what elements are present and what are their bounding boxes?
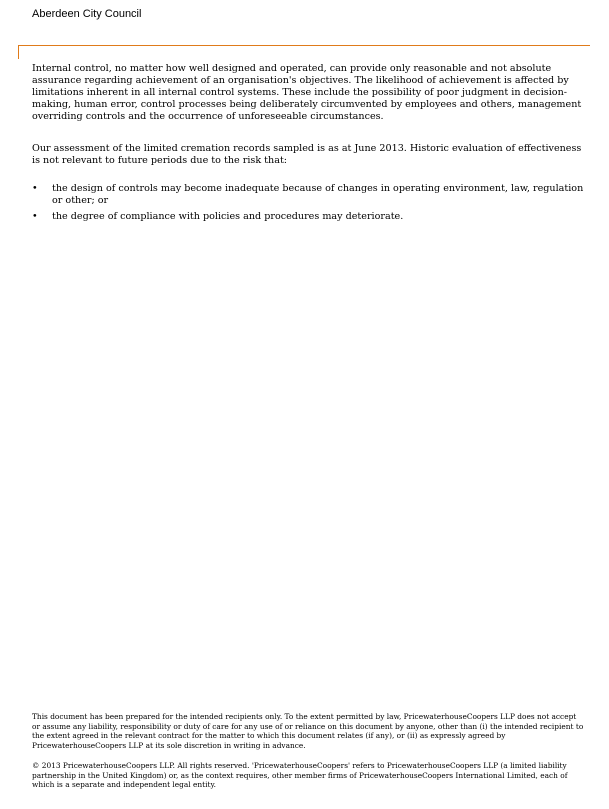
- footer-disclaimer: This document has been prepared for the intended recipients only. To the extent permitted by law, PricewaterhouseCoopers LLP does not accept or assume any liability, responsibility or duty of care for any use of or reliance on this document by anyone, other than (i) the intended recipient to the extent agreed in the relevant contract for the matter to which this document relates (if any), or (ii) as expressly agreed by PricewaterhouseCoopers LLP at its sole discretion in writing in advance.: [32, 712, 584, 750]
- list-item: [32, 183, 584, 207]
- list-item: [32, 211, 584, 223]
- list-item-text: the degree of compliance with policies and procedures may deteriorate.: [52, 211, 404, 222]
- body-paragraph-1: Internal control, no matter how well designed and operated, can provide only reasonable and not absolute assurance regarding achievement of an organisation's objectives. The likelihood of achievement is affected by limitations inherent in all internal control systems. These include the possibility of poor judgment in decision-making, human error, control processes being deliberately circumvented by employees and others, management overriding controls and the occurrence of unforeseeable circumstances.: [32, 63, 582, 122]
- page-header-title: Aberdeen City Council: [32, 8, 142, 20]
- header-divider: [18, 45, 590, 46]
- body-paragraph-2: Our assessment of the limited cremation records sampled is as at June 2013. Historic evaluation of effectiveness is not relevant to future periods due to the risk that:: [32, 143, 582, 166]
- risk-bullet-list: [32, 183, 584, 223]
- header-divider-tick: [18, 45, 19, 59]
- bullet-icon: •: [32, 183, 38, 194]
- list-item-text: the design of controls may become inadequate because of changes in operating environment, law, regulation or other; or: [52, 183, 584, 206]
- bullet-icon: •: [32, 211, 38, 222]
- footer-copyright: © 2013 PricewaterhouseCoopers LLP. All rights reserved. 'PricewaterhouseCoopers' refers to PricewaterhouseCoopers LLP (a limited liability partnership in the United Kingdom) or, as the context requires, other member firms of PricewaterhouseCoopers International Limited, each of which is a separate and independent legal entity.: [32, 761, 568, 789]
